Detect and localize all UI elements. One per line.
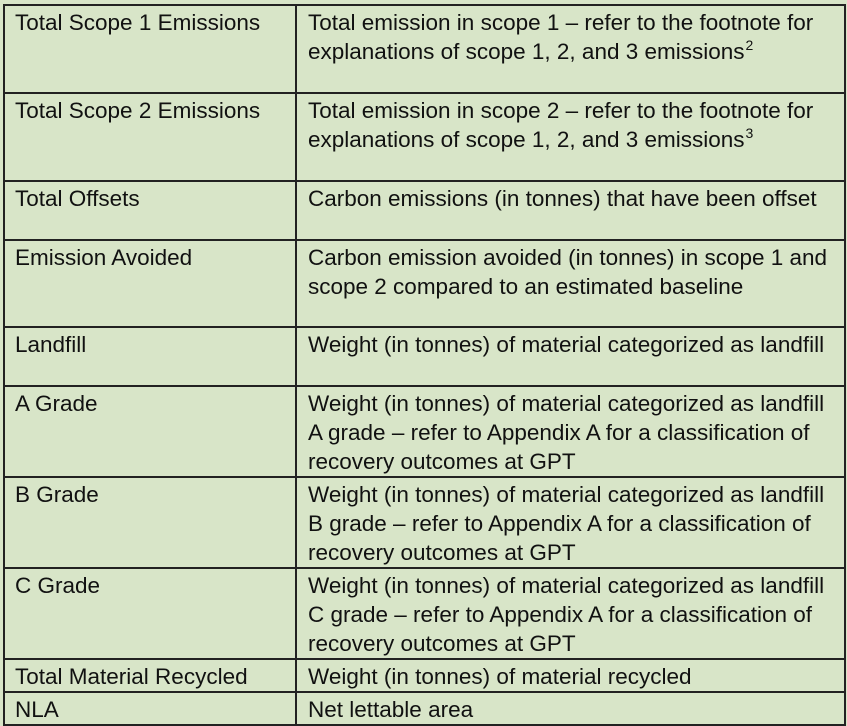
table-row bbox=[4, 568, 845, 659]
description-text: Total emission in scope 2 – refer to the footnote for explanations of scope 1, 2, and 3 emissions bbox=[308, 98, 814, 152]
term-cell: Total Scope 2 Emissions bbox=[4, 93, 296, 181]
table-row bbox=[4, 659, 845, 692]
description-cell: Weight (in tonnes) of material recycled bbox=[296, 659, 845, 692]
footnote-ref: 2 bbox=[745, 37, 754, 53]
table-row bbox=[4, 692, 845, 725]
term-cell: B Grade bbox=[4, 477, 296, 568]
table-row bbox=[4, 5, 845, 93]
description-cell: Weight (in tonnes) of material categorized as landfill bbox=[296, 327, 845, 386]
description-cell: Net lettable area bbox=[296, 692, 845, 725]
table-row bbox=[4, 327, 845, 386]
description-cell bbox=[296, 93, 845, 181]
description-cell: Carbon emission avoided (in tonnes) in scope 1 and scope 2 compared to an estimated baseline bbox=[296, 240, 845, 327]
description-cell: Weight (in tonnes) of material categorized as landfill A grade – refer to Appendix A for a classification of recovery outcomes at GPT bbox=[296, 386, 845, 477]
description-cell: Weight (in tonnes) of material categorized as landfill B grade – refer to Appendix A for a classification of recovery outcomes at GPT bbox=[296, 477, 845, 568]
term-cell: Total Material Recycled bbox=[4, 659, 296, 692]
footnote-ref: 3 bbox=[745, 125, 754, 141]
term-cell: A Grade bbox=[4, 386, 296, 477]
description-cell: Carbon emissions (in tonnes) that have been offset bbox=[296, 181, 845, 240]
term-cell: Landfill bbox=[4, 327, 296, 386]
table-row bbox=[4, 477, 845, 568]
definitions-table bbox=[3, 4, 846, 726]
description-text: Total emission in scope 1 – refer to the footnote for explanations of scope 1, 2, and 3 emissions bbox=[308, 10, 814, 64]
table-row bbox=[4, 181, 845, 240]
table-row bbox=[4, 386, 845, 477]
term-cell: C Grade bbox=[4, 568, 296, 659]
term-cell: Total Offsets bbox=[4, 181, 296, 240]
term-cell: Total Scope 1 Emissions bbox=[4, 5, 296, 93]
term-cell: Emission Avoided bbox=[4, 240, 296, 327]
table-row bbox=[4, 240, 845, 327]
term-cell: NLA bbox=[4, 692, 296, 725]
description-cell: Weight (in tonnes) of material categorized as landfill C grade – refer to Appendix A for a classification of recovery outcomes at GPT bbox=[296, 568, 845, 659]
table-row bbox=[4, 93, 845, 181]
description-cell bbox=[296, 5, 845, 93]
